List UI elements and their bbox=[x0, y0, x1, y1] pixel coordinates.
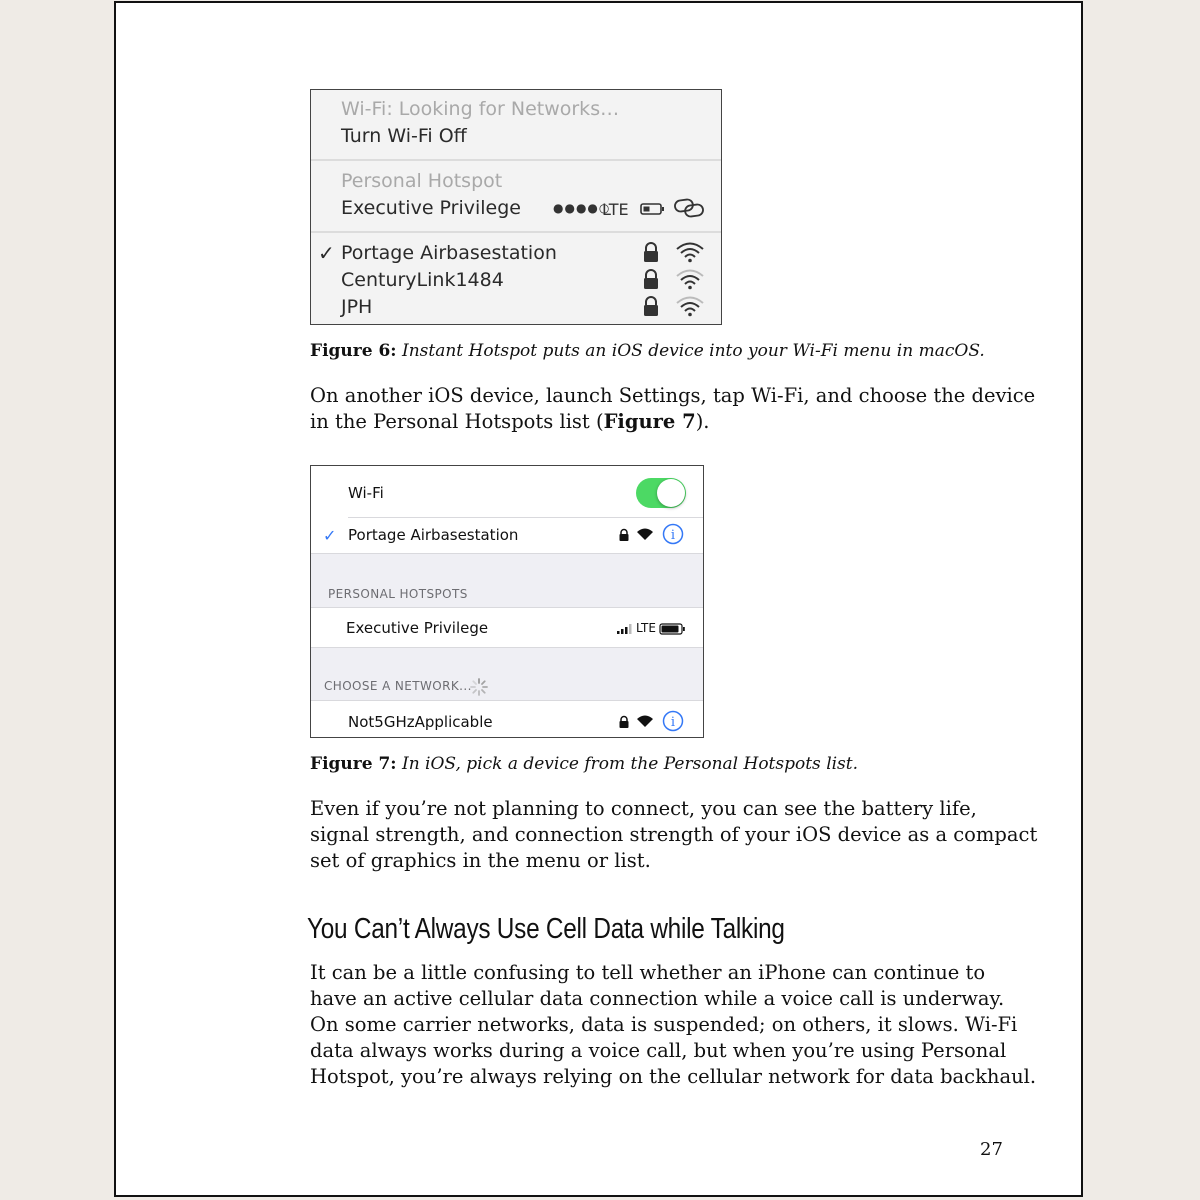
lock-icon bbox=[642, 241, 660, 263]
paragraph-settings bbox=[310, 383, 1036, 435]
paragraph-line: set of graphics in the menu or list. bbox=[310, 849, 651, 872]
wifi-icon bbox=[675, 268, 705, 290]
macos-wifi-menu bbox=[310, 89, 722, 325]
caption-text: In iOS, pick a device from the Personal Hotspots list. bbox=[401, 754, 859, 774]
signal-dots-icon: ●●●●○ bbox=[553, 201, 611, 215]
info-icon[interactable] bbox=[662, 710, 684, 732]
network-item-jph[interactable]: JPH bbox=[341, 296, 373, 318]
network-item-centurylink1484[interactable]: CenturyLink1484 bbox=[341, 269, 504, 291]
personal-hotspot-header: Personal Hotspot bbox=[341, 170, 503, 192]
spinner-icon bbox=[469, 677, 489, 697]
wifi-label: Wi-Fi bbox=[348, 484, 384, 502]
wifi-icon bbox=[636, 714, 654, 728]
wifi-icon bbox=[636, 527, 654, 541]
hotspot-item-executive-privilege[interactable]: Executive Privilege bbox=[341, 197, 521, 219]
paragraph-line: signal strength, and connection strength of your iOS device as a compact bbox=[310, 823, 1038, 846]
link-icon bbox=[673, 196, 707, 220]
caption-label: Figure 6: bbox=[310, 341, 397, 361]
lock-icon bbox=[642, 295, 660, 317]
info-glyph: i bbox=[670, 715, 676, 730]
network-item-portage-airbasestation[interactable]: Portage Airbasestation bbox=[341, 242, 557, 264]
lock-icon bbox=[618, 715, 630, 729]
paragraph-line bbox=[310, 409, 1010, 435]
page-number: 27 bbox=[980, 1139, 1003, 1160]
network-item-not5ghzapplicable[interactable]: Not5GHzApplicable bbox=[348, 713, 493, 731]
caption-text: Instant Hotspot puts an iOS device into your Wi-Fi menu in macOS. bbox=[401, 341, 985, 361]
wifi-icon bbox=[675, 295, 705, 317]
toggle-knob bbox=[657, 479, 685, 507]
ios-wifi-settings bbox=[310, 465, 704, 738]
checkmark-icon: ✓ bbox=[318, 241, 335, 265]
hotspot-item-executive-privilege[interactable]: Executive Privilege bbox=[346, 619, 489, 637]
paragraph-cell-data bbox=[310, 960, 1037, 1090]
paragraph-line: data always works during a voice call, but when you’re using Personal bbox=[310, 1039, 1007, 1062]
info-icon[interactable] bbox=[662, 523, 684, 545]
network-type-label: LTE bbox=[636, 621, 656, 635]
figure-reference: Figure 7 bbox=[603, 410, 696, 433]
paragraph-line: On some carrier networks, data is suspended; on others, it slows. Wi-Fi bbox=[310, 1013, 1018, 1036]
turn-wifi-off-item[interactable]: Turn Wi-Fi Off bbox=[341, 125, 467, 147]
paragraph-battery-life bbox=[310, 796, 1038, 874]
text-run: ). bbox=[695, 410, 710, 433]
book-page bbox=[114, 1, 1083, 1197]
wifi-toggle[interactable] bbox=[636, 478, 686, 508]
paragraph-line: Even if you’re not planning to connect, you can see the battery life, bbox=[310, 797, 977, 820]
menu-separator bbox=[311, 159, 721, 161]
figure-6-caption bbox=[310, 341, 985, 361]
lock-icon bbox=[642, 268, 660, 290]
paragraph-line: It can be a little confusing to tell whether an iPhone can continue to bbox=[310, 961, 986, 984]
battery-icon bbox=[659, 623, 687, 635]
paragraph-line: Hotspot, you’re always relying on the cellular network for data backhaul. bbox=[310, 1065, 1037, 1088]
figure-7-caption bbox=[310, 754, 858, 774]
paragraph-line: On another iOS device, launch Settings, tap Wi-Fi, and choose the device bbox=[310, 384, 1036, 407]
group-divider bbox=[311, 647, 703, 648]
wifi-icon bbox=[675, 241, 705, 263]
section-header-choose-network: CHOOSE A NETWORK... bbox=[324, 679, 472, 693]
text-run: in the Personal Hotspots list ( bbox=[310, 410, 604, 433]
cell-divider bbox=[348, 517, 703, 518]
paragraph-line: have an active cellular data connection while a voice call is underway. bbox=[310, 987, 1005, 1010]
section-heading: You Can’t Always Use Cell Data while Talking bbox=[307, 913, 785, 945]
group-divider bbox=[311, 553, 703, 554]
info-glyph: i bbox=[670, 528, 676, 543]
lock-icon bbox=[618, 528, 630, 542]
network-type-label: LTE bbox=[602, 200, 629, 219]
signal-bars-icon bbox=[616, 623, 634, 635]
checkmark-icon: ✓ bbox=[323, 526, 337, 545]
connected-network-item[interactable]: Portage Airbasestation bbox=[348, 526, 519, 544]
menu-separator bbox=[311, 231, 721, 233]
section-header-personal-hotspots: PERSONAL HOTSPOTS bbox=[328, 587, 468, 601]
caption-label: Figure 7: bbox=[310, 754, 397, 774]
wifi-status-item: Wi-Fi: Looking for Networks… bbox=[341, 98, 620, 120]
battery-icon bbox=[640, 202, 666, 216]
